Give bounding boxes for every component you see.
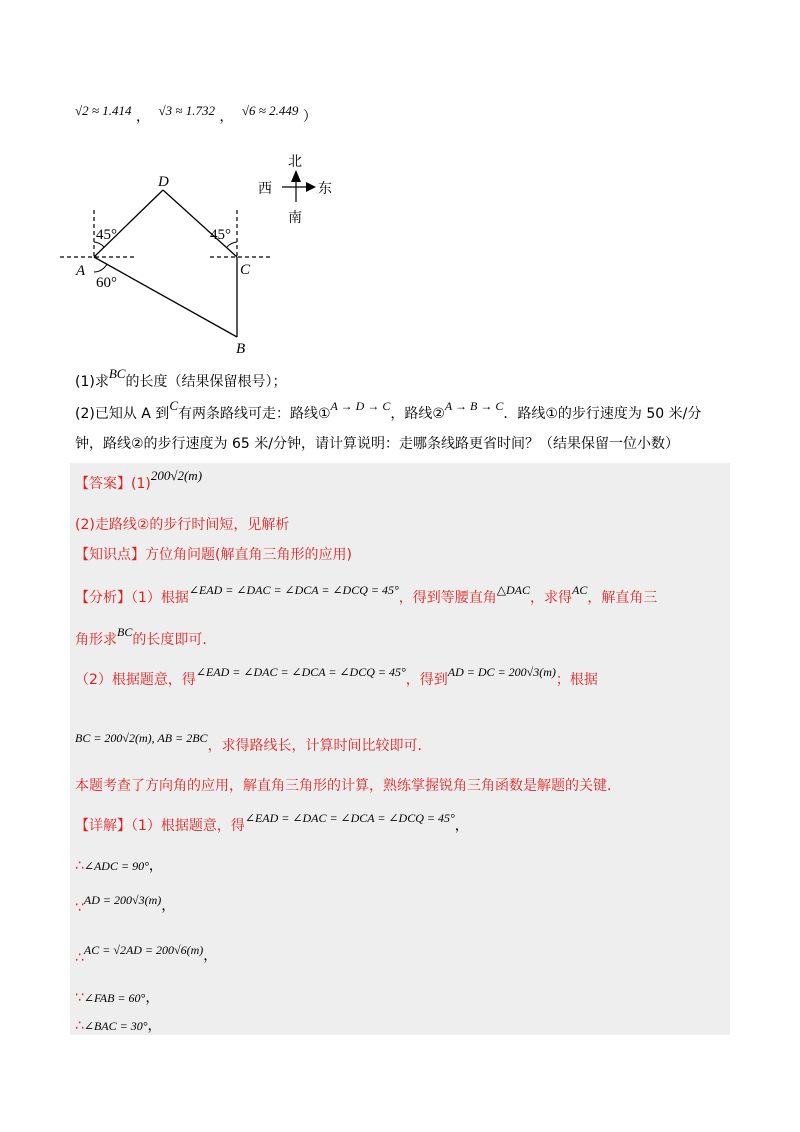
detail-s5-expr: ∠BAC = 30° xyxy=(83,1019,148,1033)
analysis-p1-f: 的长度即可． xyxy=(132,632,217,648)
q1-bc: BC xyxy=(108,366,126,381)
analysis-line2 xyxy=(75,625,217,650)
q2-route2: A → B → C xyxy=(444,399,504,413)
detail-s2-expr: AD = 200√3(m) xyxy=(83,893,162,907)
detail-s1-expr: ∠ADC = 90° xyxy=(83,859,149,873)
analysis-p1-d: ，解直角三 xyxy=(587,590,658,606)
analysis-p2-c: ；根据 xyxy=(555,672,598,688)
detail-step-2: ∵AD = 200√3(m)， xyxy=(75,893,176,916)
angle-label-a45: 45° xyxy=(96,227,117,243)
analysis-p1-b: ，得到等腰直角 xyxy=(398,590,497,606)
analysis-summary xyxy=(75,776,621,796)
answer-part2-text: (2)走路线②的步行时间短，见解析 xyxy=(75,517,290,533)
detail-step-1: ∴∠ADC = 90°， xyxy=(75,858,163,874)
knowledge-line xyxy=(75,545,352,565)
analysis-line3 xyxy=(75,665,598,690)
q2-text-d: ．路线①的步行速度为 50 米/分 xyxy=(503,406,702,422)
analysis-p3-eq: BC = 200√2(m), AB = 2BC xyxy=(75,731,208,745)
detail-step-4: ∵∠FAB = 60°， xyxy=(75,990,160,1006)
detail-intro-text: （1）根据题意，得 xyxy=(131,818,245,834)
compass-north-arrow xyxy=(291,170,301,182)
analysis-p2-eq: ∠EAD = ∠DAC = ∠DCA = ∠DCQ = 45° xyxy=(195,665,406,679)
compass-east-arrow xyxy=(306,182,316,192)
analysis-summary-text: 本题考查了方向角的应用，解直角三角形的计算，熟练掌握锐角三角函数是解题的关键． xyxy=(75,778,621,794)
q1-suffix: 的长度（结果保留根号）； xyxy=(125,374,287,390)
approx-line xyxy=(75,101,317,125)
question-2-line1 xyxy=(75,398,702,424)
analysis-p1-ac: AC xyxy=(572,583,588,597)
q2-route1: A → D → C xyxy=(330,399,391,413)
answer-part1-label: (1) xyxy=(131,476,151,492)
label-c: C xyxy=(240,262,251,278)
analysis-p1-e: 角形求 xyxy=(75,632,117,648)
detail-step-3: ∴AC = √2AD = 200√6(m)， xyxy=(75,943,218,966)
answer-line xyxy=(75,468,203,494)
compass-south: 南 xyxy=(288,210,302,226)
analysis-line1 xyxy=(75,583,658,608)
answer-part2 xyxy=(75,515,289,535)
analysis-tag: 【分析】 xyxy=(75,590,131,606)
question-1 xyxy=(75,366,287,392)
segment-ab xyxy=(94,257,237,337)
q2-text-b: 有两条路线可走：路线① xyxy=(177,406,331,422)
detail-comma: ， xyxy=(454,818,469,834)
analysis-p1-c: ，求得 xyxy=(530,590,573,606)
label-d: D xyxy=(158,174,169,190)
detail-s3-symbol: ∴ xyxy=(75,950,84,966)
detail-s4-symbol: ∵ xyxy=(75,990,84,1006)
q2-c: C xyxy=(169,398,178,413)
analysis-p3-b: ，求得路线长，计算时间比较即可． xyxy=(207,738,432,754)
detail-s1-symbol: ∴ xyxy=(75,858,84,874)
detail-tag: 【详解】 xyxy=(75,818,131,834)
detail-s2-symbol: ∵ xyxy=(75,900,84,916)
q1-prefix: (1)求 xyxy=(75,374,109,390)
detail-s5-symbol: ∴ xyxy=(75,1018,84,1034)
analysis-p1-a: （1）根据 xyxy=(131,590,189,606)
label-a: A xyxy=(76,263,86,279)
q2-line2: 钟，路线②的步行速度为 65 米/分钟，请计算说明：走哪条线路更省时间？（结果保留一位小数） xyxy=(75,436,679,452)
analysis-line4 xyxy=(75,731,432,756)
detail-eq: ∠EAD = ∠DAC = ∠DCA = ∠DCQ = 45° xyxy=(244,811,455,825)
approx-sqrt3: √3 ≈ 1.732 xyxy=(158,103,215,118)
approx-sep1: ， xyxy=(135,109,150,125)
angle-label-a60: 60° xyxy=(96,275,117,291)
detail-step-5: ∴∠BAC = 30°， xyxy=(75,1018,162,1034)
q2-text-a: (2)已知从 A 到 xyxy=(75,406,170,422)
analysis-p2-eq2: AD = DC = 200√3(m) xyxy=(447,665,556,679)
detail-s3-expr: AC = √2AD = 200√6(m) xyxy=(83,943,204,957)
geometry-diagram xyxy=(60,150,360,360)
compass-east: 东 xyxy=(318,181,332,197)
detail-s4-expr: ∠FAB = 60° xyxy=(83,991,146,1005)
detail-intro xyxy=(75,811,469,836)
analysis-p1-eq: ∠EAD = ∠DAC = ∠DCA = ∠DCQ = 45° xyxy=(188,583,399,597)
angle-arc-a60 xyxy=(94,264,107,272)
question-2-line2 xyxy=(75,434,679,454)
q2-text-c: ，路线② xyxy=(390,406,445,422)
label-b: B xyxy=(236,341,246,357)
approx-close: ） xyxy=(302,109,317,125)
answer-tag: 【答案】 xyxy=(75,476,131,492)
analysis-p2-b: ，得到 xyxy=(405,672,448,688)
analysis-p1-tri: △DAC xyxy=(496,583,531,597)
analysis-p1-bc: BC xyxy=(117,625,133,639)
segment-ad xyxy=(94,190,163,257)
angle-label-c45: 45° xyxy=(210,227,231,243)
compass-west: 西 xyxy=(258,181,272,197)
knowledge-tag: 【知识点】 xyxy=(75,547,145,563)
approx-sep2: ， xyxy=(219,109,234,125)
segment-dc xyxy=(163,190,237,257)
analysis-p2-a: （2）根据题意，得 xyxy=(75,672,196,688)
answer-part1-value: 200√2(m) xyxy=(150,468,203,483)
approx-sqrt2: √2 ≈ 1.414 xyxy=(75,103,132,118)
knowledge-text: 方位角问题(解直角三角形的应用) xyxy=(145,547,352,563)
compass-north: 北 xyxy=(288,154,302,170)
approx-sqrt6: √6 ≈ 2.449 xyxy=(241,103,299,118)
